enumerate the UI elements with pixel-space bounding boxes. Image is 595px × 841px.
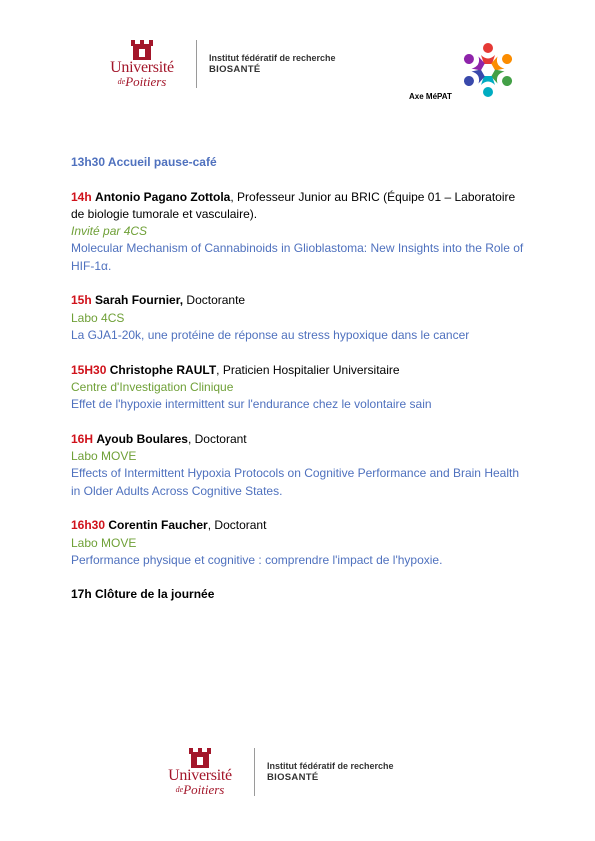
talk-item: [71, 431, 531, 500]
talk-time: 14h: [71, 189, 92, 204]
footer-logo: [156, 748, 394, 796]
talk-role: , Doctorant: [187, 431, 247, 446]
header-logo: [98, 40, 336, 88]
talk-header: [71, 189, 531, 224]
talk-time: 15H30: [71, 362, 107, 377]
axe-mepat-people-circle-icon: [458, 40, 518, 100]
logo-divider: [254, 748, 255, 796]
talk-lab: Labo 4CS: [71, 310, 125, 325]
institute-line2: BIOSANTÉ: [209, 63, 261, 75]
institute-line2: BIOSANTÉ: [267, 771, 319, 783]
university-emblem-icon: [131, 40, 153, 60]
axe-label: Axe MéPAT: [409, 92, 452, 101]
talk-lab: Centre d'Investigation Clinique: [71, 379, 234, 394]
talk-header: [71, 292, 531, 309]
university-logo: [156, 748, 244, 796]
talk-header: [71, 431, 531, 448]
talk-lab: Invité par 4CS: [71, 224, 148, 239]
talk-time: 16H: [71, 431, 94, 446]
institute-line1: Institut fédératif de recherche: [267, 760, 394, 771]
talk-title: Performance physique et cognitive : comprendre l'impact de l'hypoxie.: [71, 552, 443, 567]
institute-line1: Institut fédératif de recherche: [209, 52, 336, 63]
talk-speaker: Antonio Pagano Zottola: [95, 189, 231, 204]
institute-logo: [209, 53, 336, 76]
talk-lab: Labo MOVE: [71, 449, 137, 464]
talk-speaker: Sarah Fournier,: [95, 293, 184, 308]
talk-role: Doctorante: [183, 293, 246, 308]
talk-item: [71, 292, 531, 344]
university-city: $^{de}$Poitiers: [175, 782, 225, 797]
university-emblem-icon: [189, 748, 211, 768]
talk-title: Effet de l'hypoxie intermittent sur l'endurance chez le volontaire sain: [71, 397, 432, 412]
talk-speaker: Christophe RAULT: [109, 362, 217, 377]
talk-speaker: Ayoub Boulares: [96, 431, 188, 446]
talk-lab: Labo MOVE: [71, 535, 137, 550]
institute-logo: [267, 761, 394, 784]
talk-time: 16h30: [71, 518, 106, 533]
talk-title: Effects of Intermittent Hypoxia Protocols on Cognitive Performance and Brain Health in Older Adults Across Cognitive States.: [71, 466, 520, 498]
talk-title: Molecular Mechanism of Cannabinoids in Glioblastoma: New Insights into the Role of HIF-1α.: [71, 241, 524, 273]
talk-speaker: Corentin Faucher: [108, 518, 208, 533]
university-city: $^{de}$Poitiers: [117, 74, 167, 89]
talk-time: 15h: [71, 293, 92, 308]
university-name: Université: [168, 767, 232, 784]
talk-header: [71, 362, 531, 379]
university-logo: [98, 40, 186, 88]
welcome-line: 13h30 Accueil pause-café: [71, 155, 217, 169]
program: [71, 154, 531, 604]
talk-role: , Doctorant: [207, 518, 267, 533]
talk-title: La GJA1-20k, une protéine de réponse au stress hypoxique dans le cancer: [71, 327, 470, 342]
talk-header: [71, 517, 531, 534]
logo-divider: [196, 40, 197, 88]
talk-item: [71, 517, 531, 569]
talk-item: [71, 362, 531, 414]
closing-line: 17h Clôture de la journée: [71, 587, 215, 602]
university-name: Université: [110, 59, 174, 76]
talk-role: , Praticien Hospitalier Universitaire: [216, 362, 400, 377]
talk-item: [71, 189, 531, 275]
talk-role: , Professeur Junior au BRIC (Équipe 01 – Laboratoire de biologie tumorale et vasculaire).: [71, 189, 516, 221]
